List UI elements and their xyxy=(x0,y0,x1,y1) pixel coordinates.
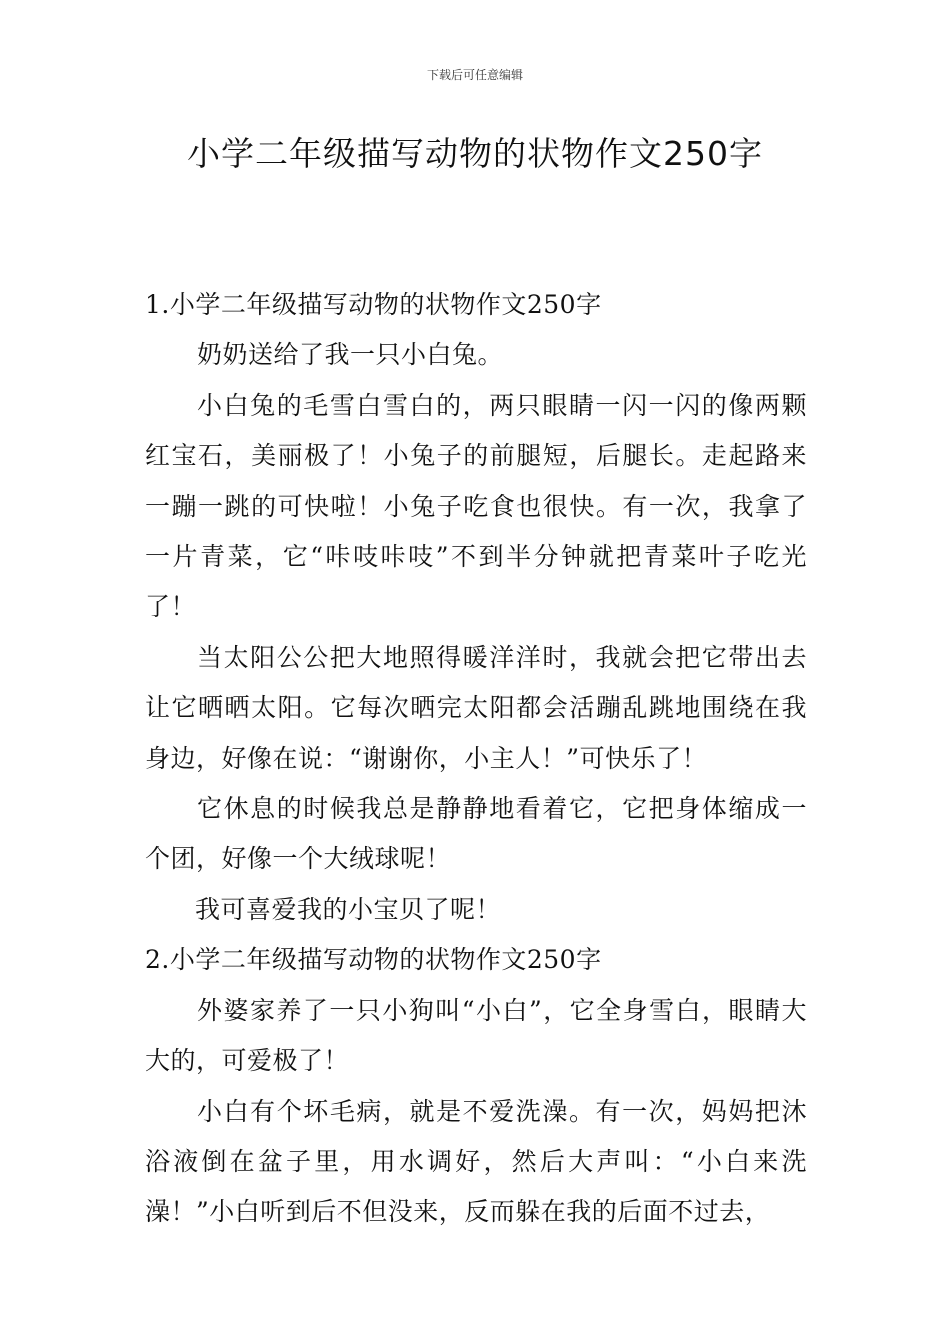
document-body xyxy=(145,280,807,1238)
paragraph: 当太阳公公把大地照得暖洋洋时，我就会把它带出去让它晒晒太阳。它每次晒完太阳都会活蹦乱跳地围绕在我身边，好像在说：“谢谢你，小主人！”可快乐了！ xyxy=(145,642,807,773)
section-heading: 1.小学二年级描写动物的状物作文250字 xyxy=(145,290,602,319)
paragraph: 外婆家养了一只小狗叫“小白”，它全身雪白，眼睛大大的，可爱极了！ xyxy=(145,995,807,1076)
page-header-note: 下载后可任意编辑 xyxy=(426,68,523,82)
paragraph: 我可喜爱我的小宝贝了呢！ xyxy=(195,894,502,924)
document-title: 小学二年级描写动物的状物作文250字 xyxy=(187,134,763,173)
section-heading: 2.小学二年级描写动物的状物作文250字 xyxy=(145,945,602,975)
paragraph: 它休息的时候我总是静静地看着它，它把身体缩成一个团，好像一个大绒球呢！ xyxy=(145,794,807,874)
paragraph: 奶奶送给了我一只小白兔。 xyxy=(197,340,504,370)
paragraph: 小白兔的毛雪白雪白的，两只眼睛一闪一闪的像两颗红宝石，美丽极了！小兔子的前腿短，后腿长。走起路来一蹦一跳的可快啦！小兔子吃食也很快。有一次，我拿了一片青菜，它“咔吱咔吱”不到半分钟就把青菜叶子吃光了！ xyxy=(145,390,807,622)
paragraph: 小白有个坏毛病，就是不爱洗澡。有一次，妈妈把沐浴液倒在盆子里，用水调好，然后大声叫：“小白来洗澡！”小白听到后不但没来，反而躲在我的后面不过去， xyxy=(145,1096,807,1227)
